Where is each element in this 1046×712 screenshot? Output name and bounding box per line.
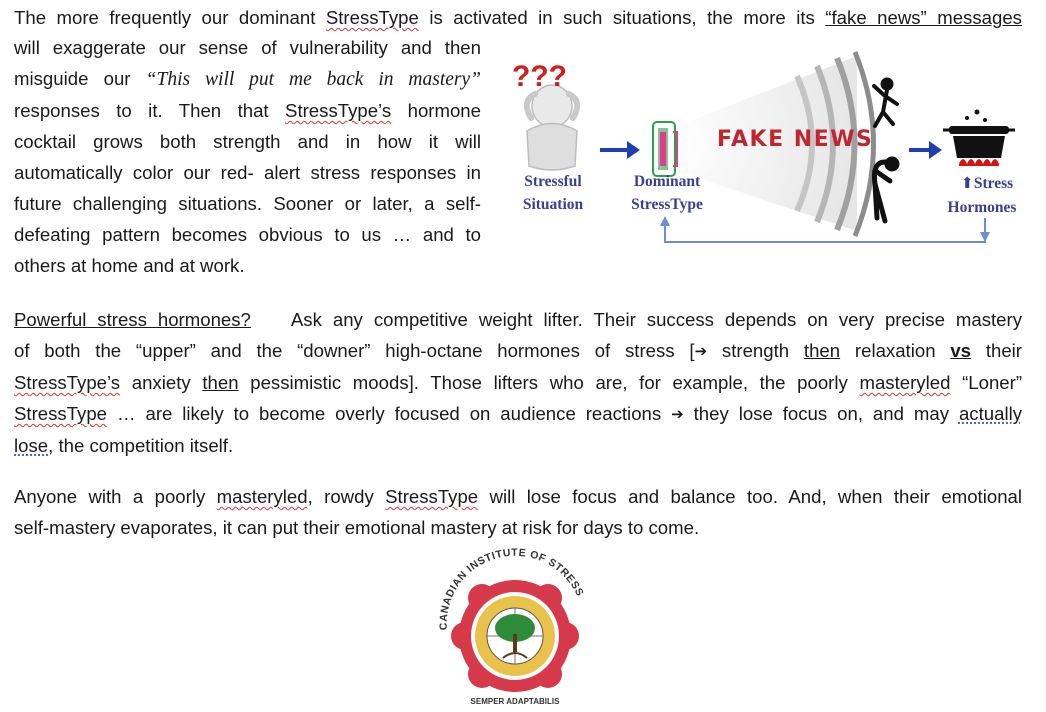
text-line — [14, 63, 481, 95]
label-stress-word: Stress — [973, 175, 1014, 192]
text-line — [14, 304, 1022, 335]
arrow-right-icon — [909, 141, 942, 159]
underlined-phrase: “fake news” messages — [825, 7, 1022, 28]
text-line — [14, 430, 1022, 461]
text: pessimistic moods]. Those lifters who are, for example, the poorly — [238, 372, 860, 393]
text: anxiety — [120, 372, 203, 393]
text-line: automatically color our red- alert stress responses in — [14, 162, 481, 183]
arrow-right-icon — [600, 141, 640, 159]
text-line: others at home and at work. — [14, 255, 245, 276]
text-line: self-mastery evaporates, it can put their emotional mastery at risk for days to come. — [14, 517, 700, 538]
spellcheck-word: StressType — [385, 486, 479, 507]
text-line — [14, 481, 1022, 512]
text: misguide our — [14, 68, 146, 89]
logo-motto: SEMPER ADAPTABILIS — [470, 697, 560, 706]
fake-news-label: FAKE NEWS — [717, 127, 874, 152]
text-line — [14, 95, 481, 126]
quoted-phrase: “This will put me back in mastery” — [145, 69, 481, 90]
text: hormone — [391, 100, 481, 121]
up-arrow-glyph: ⬆ — [960, 175, 974, 192]
underlined-word: then — [202, 372, 239, 393]
spellcheck-word: masteryled — [859, 372, 951, 393]
label-stressful: Stressful — [524, 173, 582, 190]
fake-news-diagram — [497, 46, 1017, 251]
logo-emblem — [451, 580, 579, 692]
label-hormones: Hormones — [947, 199, 1017, 216]
spellcheck-word: masteryled — [216, 486, 308, 507]
text-line — [14, 335, 1022, 367]
text-line: will exaggerate our sense of vulnerability and then — [14, 37, 481, 58]
text: Anyone with a poorly — [14, 486, 217, 507]
logo-arc-textpath: CANADIAN INSTITUTE OF STRESS — [437, 548, 586, 631]
spellcheck-word: StressType’s — [285, 100, 392, 121]
label-stress — [961, 175, 1013, 192]
text: responses to it. Then that — [14, 100, 286, 121]
label-situation: Situation — [522, 196, 584, 213]
text: they lose focus on, and may — [683, 403, 959, 424]
text: will lose focus and balance too. And, when their emotional — [478, 486, 1023, 507]
spellcheck-word: StressType — [14, 403, 108, 424]
text-line: defeating pattern becomes obvious to us … and to — [14, 224, 481, 245]
text: strength — [707, 340, 804, 361]
text: of both the “upper” and the “downer” high-octane hormones of stress [ — [14, 340, 695, 361]
bold-word: vs — [950, 340, 972, 361]
arrow-right-icon: ➔ — [694, 342, 708, 360]
underlined-word: then — [803, 340, 841, 361]
label-stresstype: StressType — [631, 196, 703, 213]
label-dominant: Dominant — [633, 173, 701, 190]
text-line — [14, 398, 1022, 430]
paragraph1-left-column — [14, 32, 481, 281]
text-line: cocktail grows both strength and in how it will — [14, 131, 481, 152]
text: The more frequently our dominant — [14, 7, 326, 28]
text-line — [14, 367, 1022, 398]
text: “Loner” — [950, 372, 1023, 393]
text: is activated in such situations, the more its — [418, 7, 826, 28]
confused-person-icon — [527, 85, 577, 170]
boiling-pot-icon — [943, 110, 1015, 167]
paragraph3 — [14, 481, 1022, 543]
text: … are likely to become overly focused on audience reactions — [107, 403, 672, 424]
stressed-figures-icon — [874, 78, 899, 221]
question-marks: ??? — [512, 60, 567, 93]
text: their — [971, 340, 1022, 361]
grammar-flag-word: actually — [958, 403, 1022, 424]
text-line: future challenging situations. Sooner or later, a self- — [14, 193, 481, 214]
text: relaxation — [840, 340, 951, 361]
paragraph2 — [14, 304, 1022, 461]
section-heading: Powerful stress hormones? — [14, 309, 251, 330]
spellcheck-word: StressType — [325, 7, 419, 28]
document-page — [14, 4, 1026, 538]
institute-logo — [425, 548, 605, 708]
text: , rowdy — [307, 486, 386, 507]
arrow-right-icon: ➔ — [671, 405, 684, 423]
text: , the competition itself. — [48, 435, 234, 456]
text: Ask any competitive weight lifter. Their success depends on very precise mastery — [290, 309, 1022, 330]
grammar-flag-word: lose — [14, 435, 49, 456]
paragraph1-line1 — [14, 4, 1022, 31]
spellcheck-word: StressType’s — [14, 372, 121, 393]
